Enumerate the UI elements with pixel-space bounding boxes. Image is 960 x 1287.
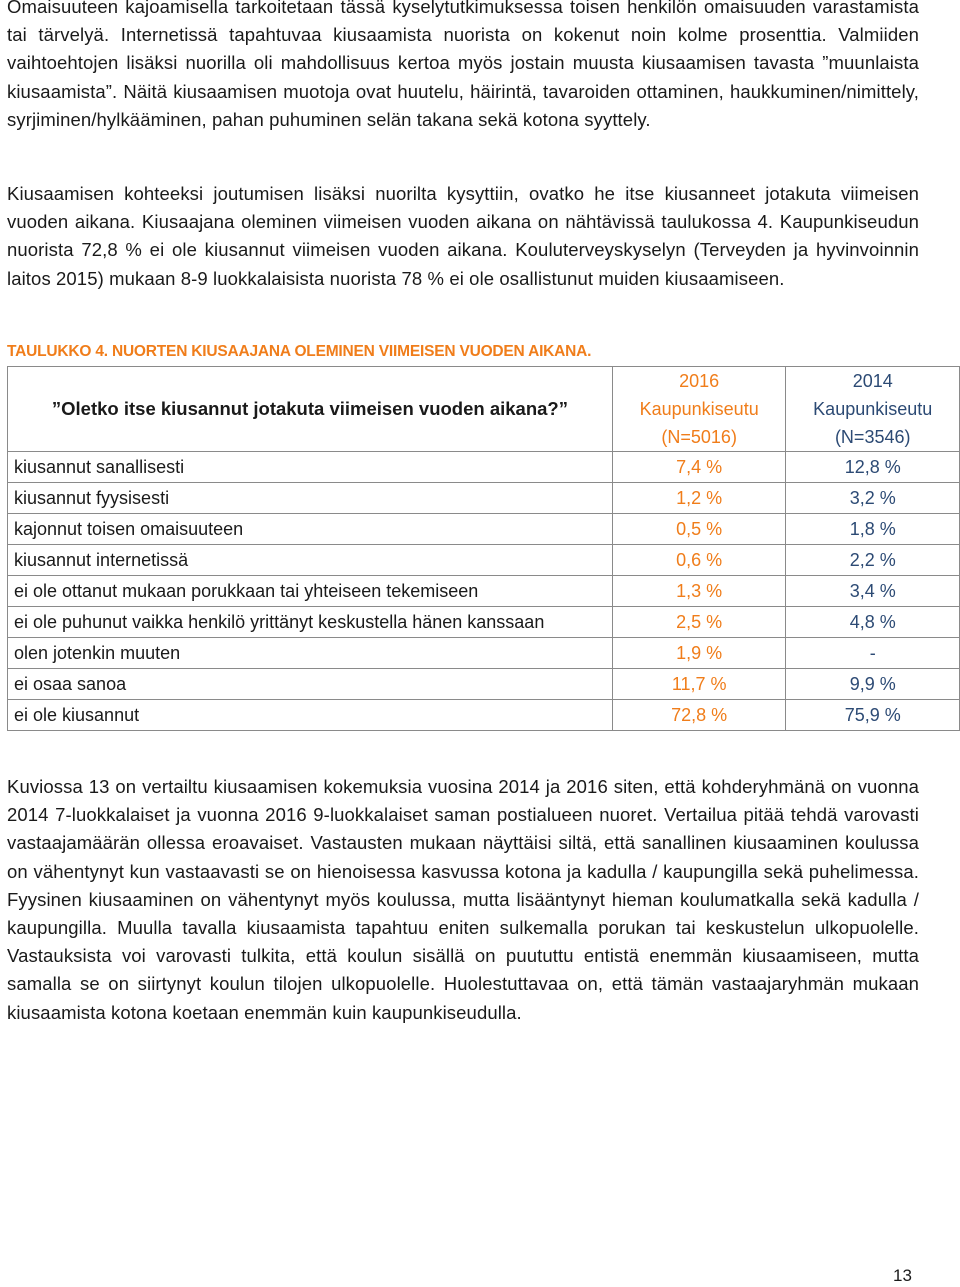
row-value-2014: 12,8 % — [786, 452, 960, 483]
row-value-2014: 3,2 % — [786, 483, 960, 514]
row-value-2016: 2,5 % — [612, 607, 786, 638]
bullying-others-paragraph: Kiusaamisen kohteeksi joutumisen lisäksi nuorilta kysyttiin, ovatko he itse kiusanneet jotakuta viimeisen vuoden aikana. Kiusaajana oleminen viimeisen vuoden aikana on nähtävissä taulukossa 4. Kaupunkiseudun nuorista 72,8 % ei ole kiusannut viimeisen vuoden aikana. Kouluterveyskyselyn (Terveyden ja hyvinvoinnin laitos 2015) mukaan 8-9 luokkalaisista nuorista 78 % ei ole osallistunut muiden kiusaamiseen. — [7, 183, 919, 289]
table-row — [8, 483, 960, 514]
row-value-2014: 3,4 % — [786, 576, 960, 607]
row-label: ei ole puhunut vaikka henkilö yrittänyt keskustella hänen kanssaan — [8, 607, 613, 638]
table-question: ”Oletko itse kiusannut jotakuta viimeisen vuoden aikana?” — [8, 367, 613, 452]
header-2016-year: 2016 — [679, 371, 720, 391]
header-2014-area: Kaupunkiseutu — [813, 399, 933, 419]
row-value-2016: 1,9 % — [612, 638, 786, 669]
table-row — [8, 514, 960, 545]
row-value-2016: 0,5 % — [612, 514, 786, 545]
row-value-2016: 7,4 % — [612, 452, 786, 483]
bullying-table — [7, 366, 960, 731]
row-label: olen jotenkin muuten — [8, 638, 613, 669]
header-2016 — [612, 367, 786, 452]
table-row — [8, 576, 960, 607]
row-label: kiusannut sanallisesti — [8, 452, 613, 483]
row-value-2016: 1,2 % — [612, 483, 786, 514]
table-header-row — [8, 367, 960, 452]
row-label: kiusannut internetissä — [8, 545, 613, 576]
header-2016-area: Kaupunkiseutu — [639, 399, 759, 419]
row-label: ei ole ottanut mukaan porukkaan tai yhteiseen tekemiseen — [8, 576, 613, 607]
table-row — [8, 452, 960, 483]
row-value-2016: 11,7 % — [612, 669, 786, 700]
table-row — [8, 700, 960, 731]
row-label: kajonnut toisen omaisuuteen — [8, 514, 613, 545]
comparison-paragraph: Kuviossa 13 on vertailtu kiusaamisen kokemuksia vuosina 2014 ja 2016 siten, että kohderyhmänä on vuonna 2014 7-luokkalaiset ja vuonna 2016 9-luokkalaiset saman postialueen nuoret. Vertailua pitää tehdä varovasti vastaajamäärän ollessa eroavaiset. Vastausten mukaan näyttäisi siltä, että sanallinen kiusaaminen koulussa on vähentynyt kun vastaavasti se on hienoisessa kasvussa kotona ja kadulla / kaupungilla sekä puhelimessa. Fyysinen kiusaaminen on vähentynyt myös koulussa, mutta lisääntynyt hieman koulumatkalla sekä kadulla / kaupungilla. Muulla tavalla kiusaamista tapahtuu eniten sulkemalla porukan tai keskustelun ulkopuolelle. Vastauksista voi varovasti tulkita, että koulun sisällä on puututtu entistä enemmän kiusaamiseen, mutta samalla se on siirtynyt koulun tilojen ulkopuolelle. Huolestuttavaa on, että tämän vastaajaryhmän mukaan kiusaamista kotona koetaan enemmän kuin kaupunkiseudulla. — [7, 776, 919, 1023]
row-label: ei ole kiusannut — [8, 700, 613, 731]
table-row — [8, 638, 960, 669]
row-value-2014: 2,2 % — [786, 545, 960, 576]
table-row — [8, 545, 960, 576]
header-2014-year: 2014 — [852, 371, 893, 391]
row-value-2016: 72,8 % — [612, 700, 786, 731]
header-2016-n: (N=5016) — [661, 427, 737, 447]
row-value-2016: 0,6 % — [612, 545, 786, 576]
row-value-2014: 75,9 % — [786, 700, 960, 731]
row-value-2014: 9,9 % — [786, 669, 960, 700]
row-label: kiusannut fyysisesti — [8, 483, 613, 514]
row-value-2014: - — [786, 638, 960, 669]
row-value-2014: 4,8 % — [786, 607, 960, 638]
table-row — [8, 607, 960, 638]
row-label: ei osaa sanoa — [8, 669, 613, 700]
row-value-2016: 1,3 % — [612, 576, 786, 607]
header-2014-n: (N=3546) — [834, 427, 911, 447]
table-caption: TAULUKKO 4. NUORTEN KIUSAAJANA OLEMINEN VIIMEISEN VUODEN AIKANA. — [7, 343, 592, 360]
intro-paragraph: Omaisuuteen kajoamisella tarkoitetaan tässä kyselytutkimuksessa toisen henkilön omaisuuden varastamista tai tärvelyä. Internetissä tapahtuvaa kiusaamista nuorista on kokenut noin kolme prosenttia. Valmiiden vaihtoehtojen lisäksi nuorilla oli mahdollisuus kertoa myös jostain muusta kiusaamisen tavasta ”muunlaista kiusaamista”. Näitä kiusaamisen muotoja ovat huutelu, häirintä, tavaroiden ottaminen, haukkuminen/nimittely, syrjiminen/hylkääminen, pahan puhuminen selän takana sekä kotona syyttely. — [7, 0, 919, 130]
row-value-2014: 1,8 % — [786, 514, 960, 545]
header-2014 — [786, 367, 960, 452]
page-number: 13 — [893, 1266, 912, 1285]
table-row — [8, 669, 960, 700]
